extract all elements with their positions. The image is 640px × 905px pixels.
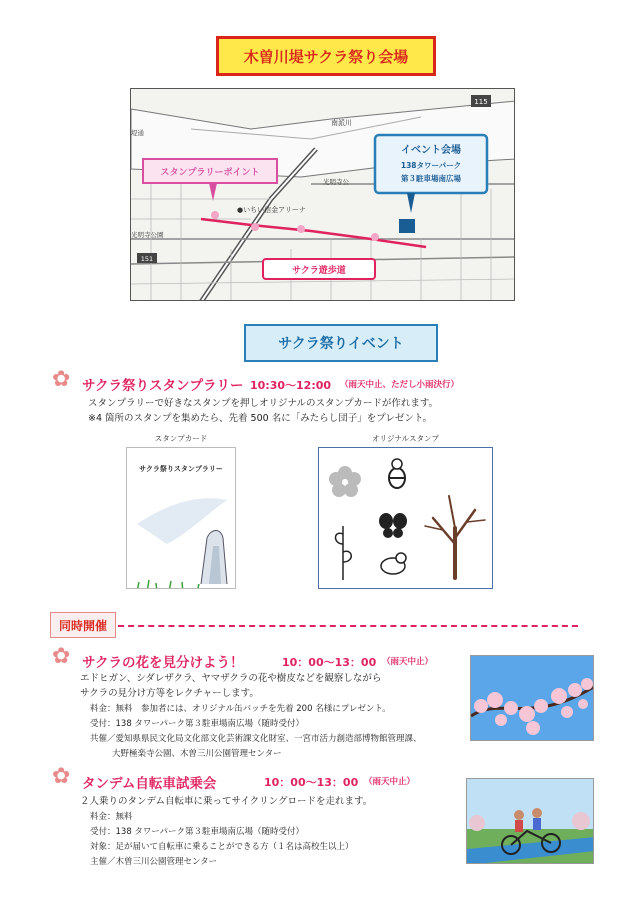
- venue-map: [130, 88, 515, 301]
- lily-stamp-icon: [336, 526, 352, 580]
- tandem-fee: 料金：無料: [90, 812, 133, 822]
- stamp-card-art: [127, 474, 236, 589]
- stamp-rally-desc-2: ※4 箇所のスタンプを集めたら、先着 500 名に「みたらし団子」をプレゼント。: [88, 413, 432, 424]
- sakura-view-organizer-2: 大野極楽寺公園、木曽三川公園管理センター: [112, 749, 282, 759]
- tandem-organizer: 主催／木曽三川公園管理センター: [90, 857, 218, 867]
- sakura-view-title: サクラの花を見分けよう！: [82, 655, 244, 671]
- sakura-stamp-icon: [329, 466, 361, 497]
- sakura-flower-icon-2: ✿: [52, 644, 71, 669]
- bird-stamp-icon: [381, 553, 406, 574]
- sakura-flower-icon: ✿: [52, 367, 71, 392]
- event-venue-title: イベント会場: [401, 145, 461, 156]
- tandem-desc: ２人乗りのタンデム自転車に乗ってサイクリングロードを走れます。: [80, 796, 373, 807]
- sakura-view-organizer-1: 共催／愛知県県民文化局文化部文化芸術課文化財室、一宮市活力創造部博物館管理課、: [90, 734, 422, 744]
- sakura-view-note: （雨天中止）: [382, 657, 434, 667]
- butterfly-stamp-icon: [379, 513, 407, 538]
- stamp-rally-note: （雨天中止、ただし小雨決行）: [340, 380, 460, 390]
- tandem-note: （雨天中止）: [364, 777, 416, 787]
- route-number: 115: [474, 98, 488, 106]
- map-graphic: [131, 89, 515, 301]
- arena-label: ●いちい信金アリーナ: [237, 206, 306, 214]
- sakura-view-desc-1: エドヒガン、シダレザクラ、ヤマザクラの花や樹皮などを観察しながら: [80, 673, 382, 684]
- tandem-title: タンデム自転車試乗会: [82, 776, 217, 792]
- stamp-rally-desc-1: スタンプラリーで好きなスタンプを押しオリジナルのスタンプカードが作れます。: [88, 398, 439, 409]
- simultaneous-label: 同時開催: [50, 612, 116, 638]
- park-label-2: 光明寺公: [323, 178, 349, 186]
- venue-title: 木曽川堤サクラ祭り会場: [216, 36, 436, 76]
- stamp-point-label: スタンプラリーポイント: [160, 168, 260, 178]
- stamp-rally-title: サクラ祭りスタンプラリー: [82, 378, 244, 394]
- sakura-flower-icon-3: ✿: [52, 764, 71, 789]
- sakura-view-desc-2: サクラの見分け方等をレクチャーします。: [80, 688, 259, 699]
- river-label: 南派川: [331, 119, 352, 127]
- events-section-title: サクラ祭りイベント: [244, 324, 438, 362]
- route-number-bottom: 151: [140, 255, 154, 263]
- sakura-road-label: サクラ遊歩道: [292, 266, 346, 276]
- tandem-photo: [466, 778, 594, 864]
- section-divider: [118, 625, 578, 627]
- stamp-card-label: スタンプカード: [154, 434, 208, 443]
- original-stamps-panel: [318, 447, 493, 589]
- stamp-card-title: サクラ祭りスタンプラリー: [139, 465, 223, 473]
- tandem-time: 10：00～13：00: [264, 776, 359, 789]
- sakura-photo: [470, 655, 594, 741]
- original-stamps-art: [319, 448, 494, 590]
- event-venue-line2: 第３駐車場南広場: [401, 174, 461, 183]
- sakura-view-reception: 受付：138 タワーパーク第３駐車場南広場（随時受付）: [90, 719, 305, 729]
- event-venue-line1: 138タワーパーク: [400, 161, 462, 170]
- tree-stamp-icon: [425, 496, 485, 578]
- sakura-view-fee: 料金：無料 参加者には、オリジナル缶バッチを先着 200 名様にプレゼント。: [90, 704, 391, 714]
- original-stamp-label: オリジナルスタンプ: [372, 434, 439, 443]
- stamp-rally-time: 10:30～12:00: [250, 379, 332, 392]
- tandem-reception: 受付：138 タワーパーク第３駐車場南広場（随時受付）: [90, 827, 305, 837]
- sakura-view-time: 10：00～13：00: [282, 656, 377, 669]
- bee-stamp-icon: [389, 459, 405, 488]
- street-label: 堤通: [131, 129, 144, 137]
- venue-building-icon: [399, 219, 415, 233]
- park-label: 光明寺公園: [131, 231, 164, 239]
- tandem-target: 対象：足が届いて自転車に乗ることができる方（１名は高校生以上）: [90, 842, 354, 852]
- stamp-card-image: [126, 447, 236, 589]
